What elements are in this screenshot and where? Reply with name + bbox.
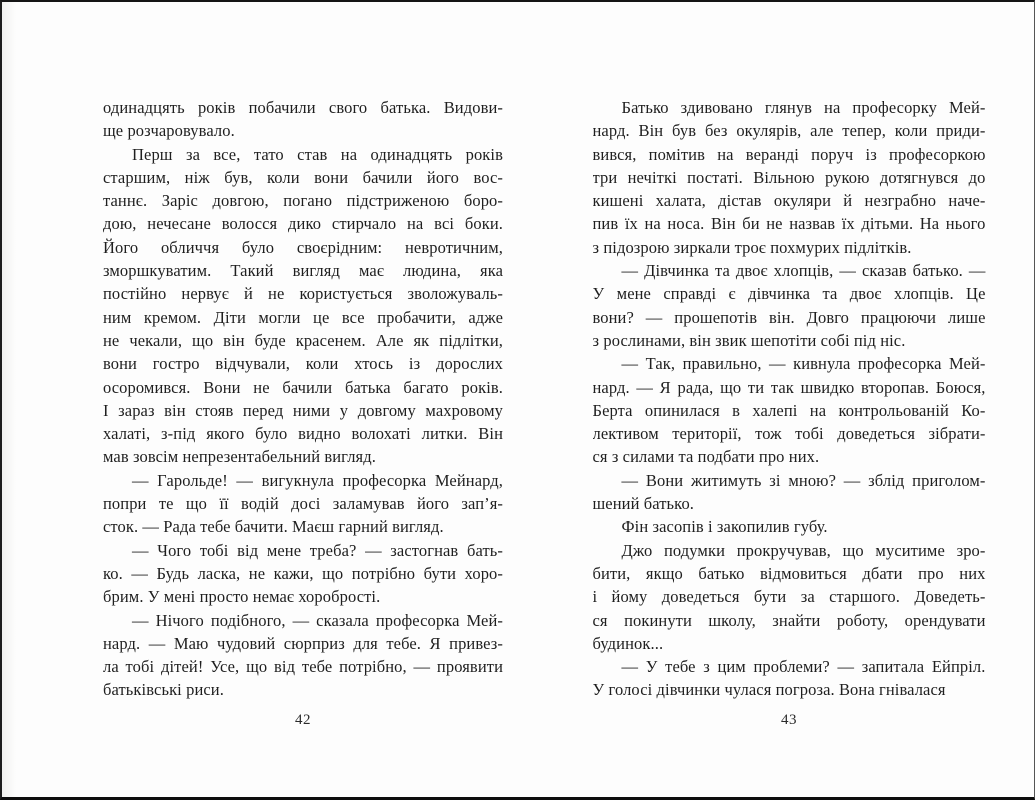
- text-line: пив їх на носа. Він би не назвав їх дітьми. На нього: [592, 214, 986, 234]
- text-line: і йому доведеться бути за старшого. Доведеть-: [592, 587, 986, 607]
- text-line: ним кремом. Діти могли це все пробачити, адже: [103, 307, 503, 327]
- text-line: Берта опинилася в халепі на контрольованій Ко-: [592, 400, 986, 420]
- page-text-column: [103, 96, 503, 729]
- text-line: халаті, з-під якого було видно волохаті литки. Він: [103, 424, 503, 444]
- text-line: ся покинути школу, знайти роботу, орендувати: [592, 610, 986, 630]
- text-line: мав зовсім непрезентабельний вигляд.: [103, 447, 376, 467]
- text-line: будинок...: [592, 633, 664, 653]
- text-line: шений батько.: [592, 494, 695, 514]
- text-line: — Дівчинка та двоє хлопців, — сказав батько. —: [621, 261, 986, 281]
- text-line: бити, якщо батько відмовиться дбати про них: [592, 563, 986, 583]
- text-line: — У тебе з цим проблеми? — запитала Ейпріл.: [621, 657, 986, 677]
- page-text-column: [593, 96, 986, 729]
- text-line: — Так, правильно, — кивнула професорка Мей-: [621, 354, 986, 374]
- text-line: Його обличчя було своєрідним: невротичним,: [103, 237, 503, 257]
- text-line: осоромився. Вони не бачили батька багато років.: [103, 377, 503, 397]
- text-line: три нечіткі постаті. Вільною рукою дотягнувся до: [592, 167, 986, 187]
- text-line: ла тобі дітей! Усе, що від тебе потрібно, — проявити: [103, 657, 503, 677]
- text-line: вився, помітив на веранді поруч із професоркою: [592, 144, 986, 164]
- text-line: сток. — Рада тебе бачити. Маєш гарний вигляд.: [103, 517, 444, 537]
- text-line: У мене справді є дівчинка та двоє хлопців. Це: [592, 284, 986, 304]
- text-line: брим. У мені просто немає хоробрості.: [103, 587, 381, 607]
- text-line: нард. — Я рада, що ти так швидко второпав. Боюся,: [592, 377, 986, 397]
- text-line: не чекали, що він буде красенем. Але як підлітки,: [103, 330, 503, 350]
- text-line: одинадцять років побачили свого батька. Видови-: [103, 98, 503, 117]
- page-number: 42: [295, 711, 311, 728]
- text-line: постійно нервує й не користується зволожуваль-: [103, 284, 503, 304]
- text-line: вони гостро відчували, коли хтось із дорослих: [103, 354, 503, 374]
- text-line: — Вони житимуть зі мною? — зблід приголом-: [621, 470, 986, 490]
- text-line: з підозрою зиркали троє похмурих підлітків.: [592, 237, 912, 257]
- text-line: Батько здивовано глянув на професорку Мей-: [621, 98, 986, 117]
- text-line: — Нічого подібного, — сказала професорка Мей-: [132, 610, 503, 630]
- page-number: 43: [781, 711, 797, 728]
- text-line: попри те що її водій досі заламував його зап’я-: [103, 494, 503, 514]
- text-line: батьківські риси.: [103, 680, 224, 700]
- text-line: кишені халата, дістав окуляри й незграбно наче-: [592, 191, 986, 211]
- text-line: зморшкуватим. Такий вигляд має людина, яка: [103, 261, 503, 281]
- text-line: Фін засопів і закопилив губу.: [621, 517, 828, 537]
- text-line: І зараз він стояв перед ними у довгому махровому: [103, 400, 503, 420]
- text-line: нард. Він був без окулярів, але тепер, коли приди-: [592, 121, 986, 141]
- text-line: вони? — прошепотів він. Довго працюючи лише: [592, 307, 986, 327]
- text-line: Перш за все, тато став на одинадцять років: [132, 144, 503, 164]
- text-line: нард. — Маю чудовий сюрприз для тебе. Я привез-: [103, 633, 503, 653]
- text-line: ся з силами та подбати про них.: [592, 447, 820, 467]
- text-line: — Чого тобі від мене треба? — застогнав бать-: [132, 540, 503, 560]
- book-page-right: [518, 2, 1035, 797]
- text-line: ще розчаровувало.: [103, 121, 235, 141]
- text-line: Джо подумки прокручував, що муситиме зро-: [621, 540, 986, 560]
- text-line: з рослинами, він звик шепотіти собі під ніс.: [592, 330, 906, 350]
- text-line: У голосі дівчинки чулася погроза. Вона гнівалася: [592, 680, 946, 700]
- text-line: дою, нечесане волосся дико стирчало на всі боки.: [103, 214, 503, 234]
- text-line: старшим, ніж був, коли вони бачили його вос-: [103, 167, 503, 187]
- text-line: лективом території, тож тобі доведеться зібрати-: [592, 424, 986, 444]
- text-line: — Гарольде! — вигукнула професорка Мейнард,: [132, 470, 503, 490]
- book-page-left: [2, 2, 518, 797]
- text-line: таннє. Заріс довгою, погано підстриженою боро-: [103, 191, 503, 211]
- text-line: ко. — Будь ласка, не кажи, що потрібно бути хоро-: [103, 563, 503, 583]
